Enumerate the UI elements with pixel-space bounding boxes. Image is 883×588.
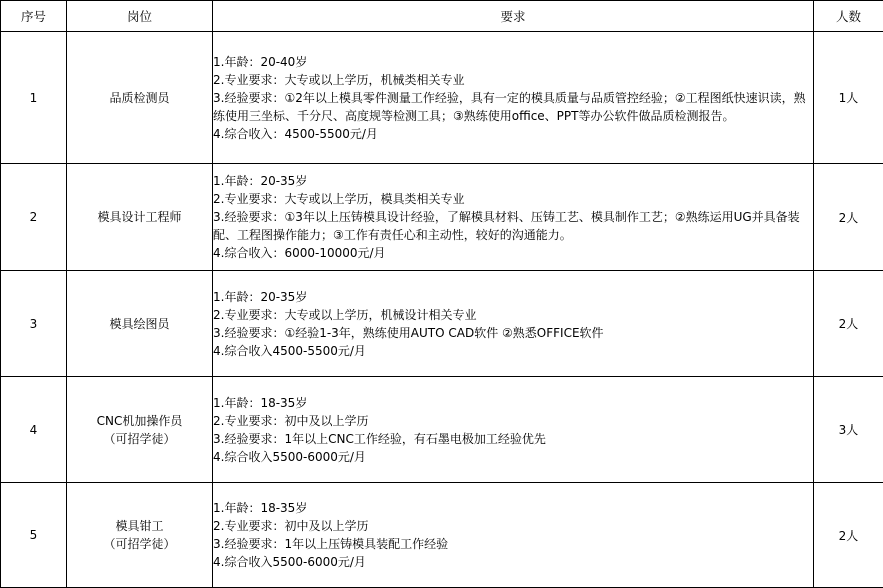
requirement-salary: 4.综合收入：4500-5500元/月 <box>213 126 378 141</box>
requirement-salary: 4.综合收入4500-5500元/月 <box>213 343 366 358</box>
requirement-major: 2.专业要求：初中及以上学历 <box>213 519 369 533</box>
row-requirements <box>213 164 814 271</box>
row-count: 2人 <box>814 483 883 588</box>
row-index: 1 <box>1 32 67 164</box>
requirement-major: 2.专业要求：大专或以上学历，机械设计相关专业 <box>213 307 477 322</box>
requirement-major: 2.专业要求：大专或以上学历，模具类相关专业 <box>213 192 465 206</box>
requirement-major: 2.专业要求：初中及以上学历 <box>213 413 369 428</box>
row-index: 3 <box>1 271 67 377</box>
position-note: （可招学徒） <box>103 431 176 446</box>
requirement-salary: 4.综合收入5500-6000元/月 <box>213 555 366 569</box>
row-requirements <box>213 32 814 164</box>
row-index: 4 <box>1 377 67 483</box>
header-index: 序号 <box>1 1 67 32</box>
row-count: 1人 <box>814 32 883 164</box>
row-position <box>67 32 213 164</box>
requirement-age: 1.年龄：20-35岁 <box>213 174 308 188</box>
table-row <box>1 377 883 483</box>
row-position <box>67 164 213 271</box>
requirement-major: 2.专业要求：大专或以上学历，机械类相关专业 <box>213 72 465 87</box>
row-position <box>67 271 213 377</box>
table-row <box>1 32 883 164</box>
position-title: 模具设计工程师 <box>97 210 182 224</box>
row-count: 3人 <box>814 377 883 483</box>
requirement-salary: 4.综合收入5500-6000元/月 <box>213 449 366 464</box>
table-row <box>1 483 883 588</box>
row-requirements <box>213 483 814 588</box>
position-title: 模具绘图员 <box>109 316 170 331</box>
header-count: 人数 <box>814 1 883 32</box>
position-title: 模具钳工 <box>115 519 164 533</box>
row-position <box>67 377 213 483</box>
requirement-salary: 4.综合收入：6000-10000元/月 <box>213 246 386 260</box>
table-header-row <box>1 1 883 32</box>
row-requirements <box>213 271 814 377</box>
requirement-age: 1.年龄：18-35岁 <box>213 395 308 410</box>
requirement-experience: 3.经验要求：1年以上CNC工作经验，有石墨电极加工经验优先 <box>213 431 546 446</box>
table-row <box>1 271 883 377</box>
requirement-experience: 3.经验要求：①经验1-3年，熟练使用AUTO CAD软件 ②熟悉OFFICE软件 <box>213 325 604 340</box>
requirement-age: 1.年龄：18-35岁 <box>213 501 308 515</box>
requirement-age: 1.年龄：20-35岁 <box>213 289 308 304</box>
requirement-experience: 3.经验要求：①2年以上模具零件测量工作经验，具有一定的模具质量与品质管控经验；②工程图纸快速识读，熟练使用三坐标、千分尺、高度规等检测工具；③熟练使用office、PPT等办公软件做品质检测报告。 <box>213 90 806 123</box>
requirement-experience: 3.经验要求：1年以上压铸模具装配工作经验 <box>213 537 449 551</box>
position-title: 品质检测员 <box>109 90 170 105</box>
header-position: 岗位 <box>67 1 213 32</box>
header-requirements: 要求 <box>213 1 814 32</box>
requirement-age: 1.年龄：20-40岁 <box>213 54 308 69</box>
position-title: CNC机加操作员 <box>96 413 183 428</box>
row-index: 5 <box>1 483 67 588</box>
row-count: 2人 <box>814 271 883 377</box>
row-count: 2人 <box>814 164 883 271</box>
position-note: （可招学徒） <box>103 537 176 551</box>
row-index: 2 <box>1 164 67 271</box>
row-position <box>67 483 213 588</box>
table-row <box>1 164 883 271</box>
requirement-experience: 3.经验要求：①3年以上压铸模具设计经验，了解模具材料、压铸工艺、模具制作工艺；②熟练运用UG并具备装配、工程图操作能力；③工作有责任心和主动性，较好的沟通能力。 <box>213 210 800 242</box>
row-requirements <box>213 377 814 483</box>
